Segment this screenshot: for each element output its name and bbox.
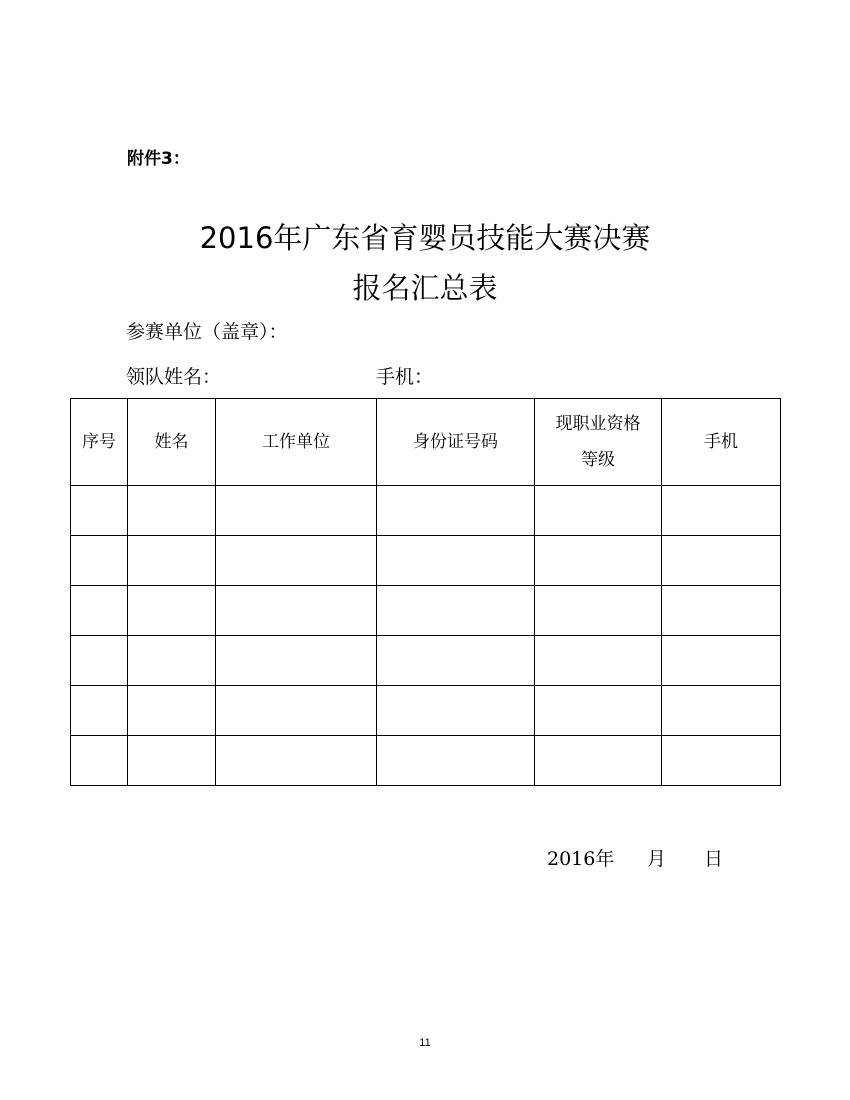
header-id-number: 身份证号码	[377, 399, 535, 486]
header-qualification-line2: 等级	[581, 450, 615, 470]
cell-qualification[interactable]	[535, 586, 662, 636]
table-row	[71, 586, 781, 636]
cell-qualification[interactable]	[535, 536, 662, 586]
cell-seq[interactable]	[71, 486, 128, 536]
table-row	[71, 686, 781, 736]
header-qualification-line1: 现职业资格	[555, 414, 641, 434]
cell-mobile[interactable]	[662, 536, 781, 586]
unit-label: 参赛单位（盖章）：	[126, 321, 288, 343]
cell-workplace[interactable]	[216, 686, 377, 736]
cell-id-number[interactable]	[377, 686, 535, 736]
date-year: 2016年	[547, 848, 615, 870]
attachment-label: 附件3：	[127, 149, 190, 169]
cell-name[interactable]	[128, 736, 216, 786]
date-day: 日	[704, 848, 724, 870]
cell-qualification[interactable]	[535, 686, 662, 736]
cell-name[interactable]	[128, 486, 216, 536]
table-row	[71, 486, 781, 536]
cell-id-number[interactable]	[377, 736, 535, 786]
cell-name[interactable]	[128, 536, 216, 586]
cell-seq[interactable]	[71, 586, 128, 636]
cell-name[interactable]	[128, 636, 216, 686]
registration-summary-table	[70, 398, 781, 786]
cell-seq[interactable]	[71, 536, 128, 586]
page-subtitle: 报名汇总表	[352, 271, 498, 305]
cell-workplace[interactable]	[216, 486, 377, 536]
leader-name-label: 领队姓名：	[126, 366, 222, 388]
cell-seq[interactable]	[71, 636, 128, 686]
cell-mobile[interactable]	[662, 486, 781, 536]
cell-qualification[interactable]	[535, 736, 662, 786]
cell-seq[interactable]	[71, 686, 128, 736]
table-row	[71, 636, 781, 686]
leader-phone-label: 手机：	[376, 366, 434, 388]
header-seq: 序号	[71, 399, 128, 486]
cell-workplace[interactable]	[216, 736, 377, 786]
cell-qualification[interactable]	[535, 486, 662, 536]
cell-id-number[interactable]	[377, 586, 535, 636]
cell-workplace[interactable]	[216, 536, 377, 586]
page-title: 2016年广东省育婴员技能大赛决赛	[199, 221, 651, 255]
header-mobile: 手机	[662, 399, 781, 486]
cell-mobile[interactable]	[662, 636, 781, 686]
cell-id-number[interactable]	[377, 536, 535, 586]
cell-mobile[interactable]	[662, 586, 781, 636]
cell-name[interactable]	[128, 686, 216, 736]
cell-id-number[interactable]	[377, 486, 535, 536]
table-row	[71, 736, 781, 786]
cell-name[interactable]	[128, 586, 216, 636]
cell-seq[interactable]	[71, 736, 128, 786]
cell-workplace[interactable]	[216, 636, 377, 686]
table-row	[71, 536, 781, 586]
cell-workplace[interactable]	[216, 586, 377, 636]
table-header-row	[71, 399, 781, 486]
signature-date	[547, 845, 723, 873]
header-name: 姓名	[128, 399, 216, 486]
cell-mobile[interactable]	[662, 736, 781, 786]
cell-id-number[interactable]	[377, 636, 535, 686]
cell-mobile[interactable]	[662, 686, 781, 736]
header-workplace: 工作单位	[216, 399, 377, 486]
page-number: 11	[419, 1037, 431, 1049]
date-month: 月	[647, 848, 667, 870]
cell-qualification[interactable]	[535, 636, 662, 686]
header-qualification	[535, 399, 662, 486]
